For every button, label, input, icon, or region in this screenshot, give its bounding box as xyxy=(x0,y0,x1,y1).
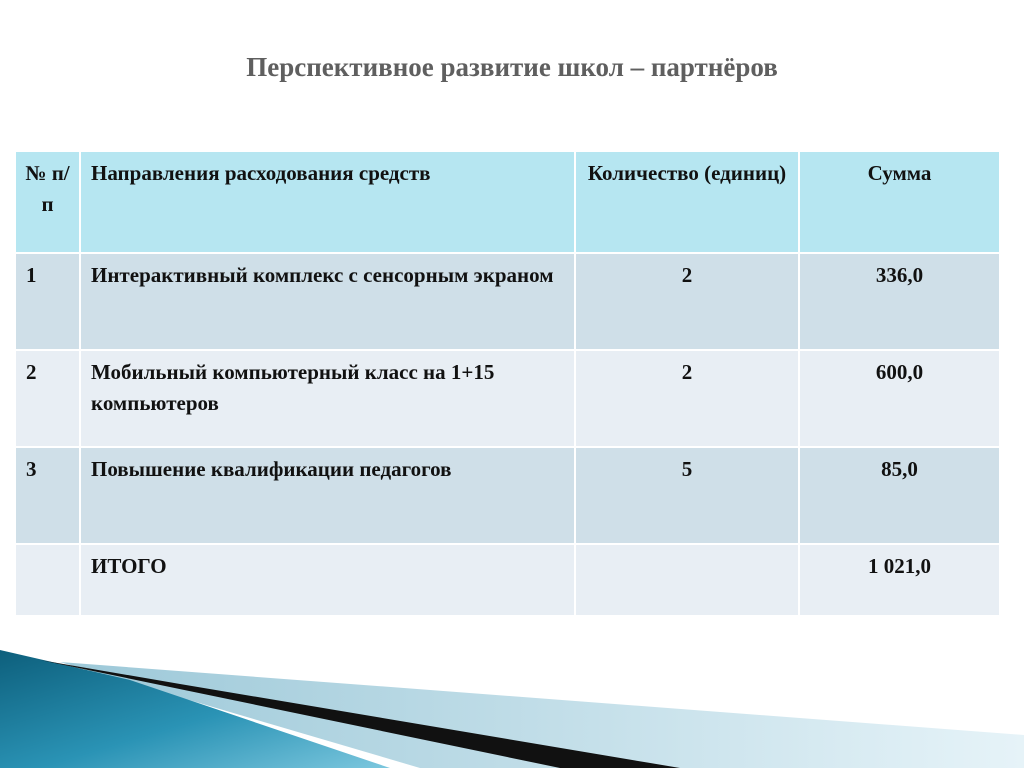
total-quantity xyxy=(575,544,799,616)
table-row xyxy=(16,350,1000,447)
cell-direction: Мобильный компьютерный класс на 1+15 компьютеров xyxy=(80,350,575,447)
cell-num: 3 xyxy=(16,447,80,544)
table-row xyxy=(16,253,1000,350)
cell-sum: 600,0 xyxy=(799,350,1000,447)
header-quantity: Количество (единиц) xyxy=(575,152,799,253)
cell-quantity: 2 xyxy=(575,350,799,447)
table-total-row xyxy=(16,544,1000,616)
table-row xyxy=(16,447,1000,544)
total-sum: 1 021,0 xyxy=(799,544,1000,616)
cell-num: 2 xyxy=(16,350,80,447)
header-num: № п/п xyxy=(16,152,80,253)
cell-direction: Интерактивный комплекс с сенсорным экраном xyxy=(80,253,575,350)
header-direction: Направления расходования средств xyxy=(80,152,575,253)
cell-direction: Повышение квалификации педагогов xyxy=(80,447,575,544)
cell-sum: 85,0 xyxy=(799,447,1000,544)
header-sum: Сумма xyxy=(799,152,1000,253)
table-header-row xyxy=(16,152,1000,253)
budget-table xyxy=(16,152,1001,617)
slide-title: Перспективное развитие школ – партнёров xyxy=(246,52,778,82)
cell-sum: 336,0 xyxy=(799,253,1000,350)
total-num xyxy=(16,544,80,616)
cell-num: 1 xyxy=(16,253,80,350)
total-label: ИТОГО xyxy=(80,544,575,616)
cell-quantity: 2 xyxy=(575,253,799,350)
decorative-swoosh xyxy=(0,640,1024,768)
cell-quantity: 5 xyxy=(575,447,799,544)
